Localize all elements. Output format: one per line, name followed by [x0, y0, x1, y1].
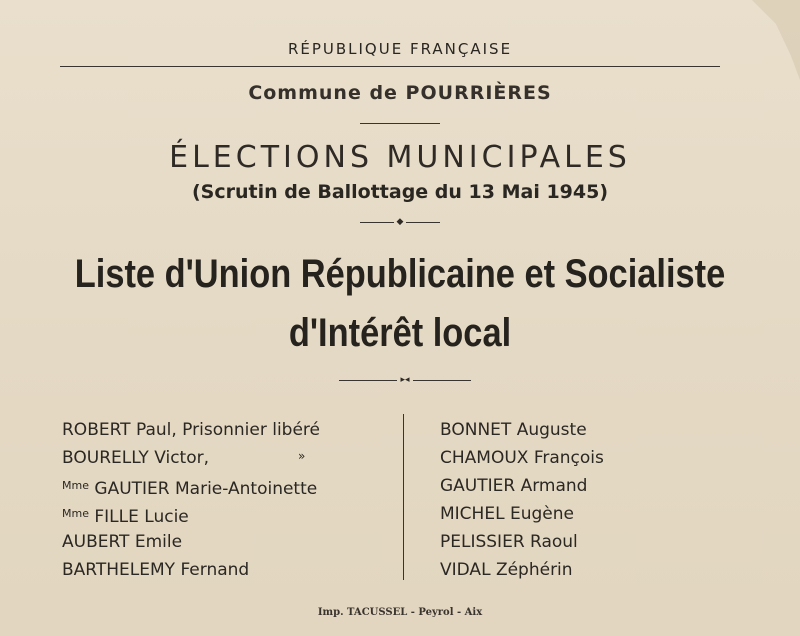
ornament-divider: ▸◂ [335, 376, 475, 385]
candidates-right-column [440, 416, 604, 584]
scrutin-subtitle: (Scrutin de Ballottage du 13 Mai 1945) [191, 181, 609, 203]
ornament-divider: ◆ [360, 218, 440, 227]
commune-heading: Commune de POURRIÈRES [248, 82, 552, 104]
header-rule [60, 66, 720, 67]
printer-imprint: Imp. TACUSSEL - Peyrol - Aix [317, 607, 483, 618]
republic-heading: RÉPUBLIQUE FRANÇAISE [287, 40, 513, 58]
candidate-name: $^{Mme}$ GAUTIER Marie-Antoinette [62, 479, 318, 499]
list-title-line2: d'Intérêt local [288, 311, 512, 355]
candidate-name: GAUTIER Armand [440, 476, 588, 496]
candidate-name: BOURELLY Victor, [62, 448, 209, 468]
list-title-line1: Liste d'Union Républicaine et Socialiste [74, 252, 726, 296]
column-divider [403, 414, 404, 580]
candidate-name: BONNET Auguste [440, 420, 587, 440]
candidate-name: BARTHELEMY Fernand [62, 560, 250, 580]
candidate-name: ROBERT Paul, Prisonnier libéré [62, 420, 320, 440]
candidate-name: VIDAL Zéphérin [440, 560, 573, 580]
candidate-name: AUBERT Emile [62, 532, 183, 552]
candidate-name: MICHEL Eugène [440, 504, 574, 524]
candidates-left-column [62, 416, 320, 584]
ditto-mark: » [298, 449, 306, 463]
candidate-name: CHAMOUX François [440, 448, 604, 468]
short-rule [360, 123, 440, 124]
candidate-name: PELISSIER Raoul [440, 532, 578, 552]
title-prefix: Mme [62, 479, 89, 492]
candidate-name: $^{Mme}$ FILLE Lucie [62, 507, 189, 527]
title-prefix: Mme [62, 507, 89, 520]
elections-title: ÉLECTIONS MUNICIPALES [169, 140, 631, 175]
